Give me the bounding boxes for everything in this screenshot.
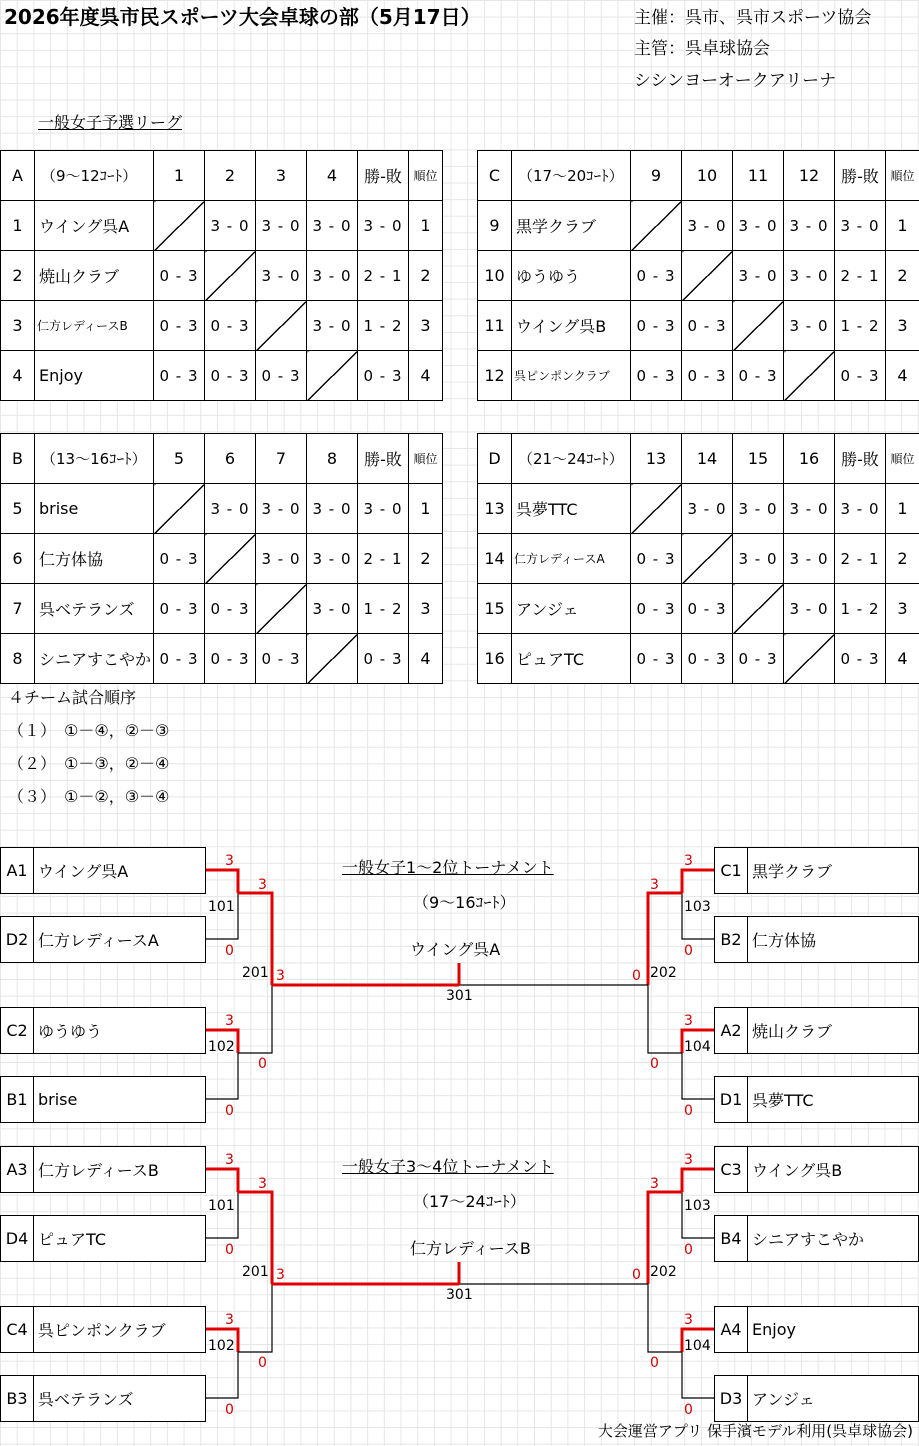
match-number: 301 [446,988,473,1004]
seed-label: A1 [1,848,34,893]
match-number: 202 [650,1264,677,1280]
seed-label: B2 [715,917,748,962]
league-team-no: 2 [1,251,35,301]
score-value: 0 [225,1402,234,1418]
league-team-name: 仁方体協 [35,534,154,584]
bracket-team-right [714,916,919,963]
match-order-title: ４チーム試合順序 [8,688,137,707]
league-score-cell: 3 - 0 [256,484,307,534]
league-team-name: ウイング呉B [512,301,631,351]
league-col-header: 1 [154,151,205,201]
league-score-cell: 3 - 0 [307,584,358,634]
seed-label: B4 [715,1216,748,1261]
league-score-cell: 3 - 0 [307,534,358,584]
league-score-cell: 0 - 3 [154,351,205,401]
seed-label: A2 [715,1008,748,1053]
league-team-name: アンジェ [512,584,631,634]
league-team-name: Enjoy [35,351,154,401]
league-win-loss: 2 - 1 [835,251,886,301]
league-team-no: 1 [1,201,35,251]
league-score-cell: 3 - 0 [205,201,256,251]
score-value: 0 [258,1056,267,1072]
team-name: ゆうゆう [38,1022,103,1041]
league-courts: （17～20ｺｰﾄ） [512,151,631,201]
league-col-header: 8 [307,434,358,484]
league-courts: （9～12ｺｰﾄ） [35,151,154,201]
league-score-cell: 3 - 0 [307,484,358,534]
team-name: シニアすこやか [752,1230,865,1249]
league-score-cell: 0 - 3 [154,534,205,584]
league-rank: 3 [409,584,443,634]
league-col-header: 10 [682,151,733,201]
score-value: 0 [225,1103,234,1119]
seed-label: C2 [1,1008,34,1053]
bracket-team-right [714,847,919,894]
manager-line: 主管：呉卓球協会 [634,39,770,59]
score-value: 3 [225,1312,234,1328]
score-value: 0 [632,1267,641,1283]
seed-label: D1 [715,1077,748,1122]
bracket-team-right [714,1375,919,1422]
match-number: 102 [208,1039,235,1055]
league-team-name: 仁方レディースA [512,534,631,584]
bracket-team-right [714,1215,919,1262]
league-score-cell: 0 - 3 [631,301,682,351]
bracket-team-right [714,1007,919,1054]
league-win-loss: 3 - 0 [358,484,409,534]
seed-label: B1 [1,1077,34,1122]
team-name: ウイング呉B [752,1161,843,1180]
league-score-cell: 3 - 0 [682,484,733,534]
league-team-no: 9 [478,201,512,251]
league-score-cell: 0 - 3 [682,301,733,351]
score-value: 0 [684,1103,693,1119]
league-team-name: 黒学クラブ [512,201,631,251]
league-score-cell: 3 - 0 [784,301,835,351]
match-number: 104 [684,1338,711,1354]
league-team-no: 5 [1,484,35,534]
team-name: 仁方レディースB [38,1161,159,1180]
league-label: A [1,151,35,201]
score-value: 3 [276,1267,285,1283]
seed-label: D4 [1,1216,34,1261]
bracket-team-left [0,847,206,894]
league-team-no: 15 [478,584,512,634]
league-score-cell: 3 - 0 [784,584,835,634]
league-score-cell: 0 - 3 [154,251,205,301]
league-col-header: 4 [307,151,358,201]
team-name: Enjoy [752,1320,796,1339]
league-rank-header: 順位 [886,434,919,484]
score-value: 3 [684,1013,693,1029]
league-score-cell: 0 - 3 [682,351,733,401]
league-col-header: 5 [154,434,205,484]
league-rank: 3 [409,301,443,351]
league-team-no: 6 [1,534,35,584]
team-name: アンジェ [752,1390,815,1409]
match-number: 101 [208,899,235,915]
bracket-line [682,1352,714,1398]
league-score-cell: 0 - 3 [256,634,307,684]
score-value: 3 [258,1176,267,1192]
score-value: 3 [276,968,285,984]
seed-label: C1 [715,848,748,893]
score-value: 3 [225,1152,234,1168]
score-value: 0 [632,968,641,984]
score-value: 0 [225,943,234,959]
score-value: 0 [225,1242,234,1258]
team-name: ピュアTC [38,1230,107,1249]
seed-label: A4 [715,1307,748,1352]
match-number: 301 [446,1287,473,1303]
match-number: 104 [684,1039,711,1055]
team-name: brise [38,1090,78,1109]
team-name: 呉ベテランズ [38,1390,134,1409]
league-team-name: brise [35,484,154,534]
seed-label: C3 [715,1147,748,1192]
match-order-round: （１） ①－④，②－③ [8,721,170,740]
league-win-loss: 2 - 1 [358,534,409,584]
league-score-cell: 0 - 3 [205,634,256,684]
bracket-line [648,1284,682,1352]
league-wl-header: 勝-敗 [835,434,886,484]
league-score-cell: 3 - 0 [256,534,307,584]
league-team-no: 13 [478,484,512,534]
bracket-line [648,985,682,1053]
league-team-no: 3 [1,301,35,351]
league-score-cell: 3 - 0 [307,251,358,301]
league-win-loss: 3 - 0 [358,201,409,251]
score-value: 3 [650,877,659,893]
league-score-cell: 3 - 0 [733,201,784,251]
match-order-round: （３） ①－②，③－④ [8,787,170,806]
league-rank: 1 [409,201,443,251]
match-number: 201 [242,965,269,981]
score-value: 3 [650,1176,659,1192]
league-score-cell: 3 - 0 [784,201,835,251]
match-number: 101 [208,1198,235,1214]
league-team-no: 10 [478,251,512,301]
league-rank: 4 [409,634,443,684]
match-number: 103 [684,1198,711,1214]
league-score-cell: 0 - 3 [256,351,307,401]
league-team-name: 呉ベテランズ [35,584,154,634]
league-wl-header: 勝-敗 [358,151,409,201]
league-score-cell: 0 - 3 [631,634,682,684]
team-name: ウイング呉A [38,862,129,881]
win-line [682,1169,714,1192]
league-score-cell: 3 - 0 [307,301,358,351]
league-col-header: 9 [631,151,682,201]
league-col-header: 14 [682,434,733,484]
seed-label: C4 [1,1307,34,1352]
league-win-loss: 3 - 0 [835,201,886,251]
league-score-cell: 3 - 0 [784,251,835,301]
league-team-name: ゆうゆう [512,251,631,301]
league-score-cell: 0 - 3 [631,534,682,584]
league-team-no: 11 [478,301,512,351]
section-title: 一般女子予選リーグ [38,113,183,132]
score-value: 3 [258,877,267,893]
league-score-cell: 3 - 0 [733,251,784,301]
win-line [206,1169,238,1192]
league-rank: 1 [409,484,443,534]
league-rank-header: 順位 [409,151,443,201]
bracket-team-left [0,1076,206,1123]
league-rank: 3 [886,301,919,351]
score-value: 0 [650,1355,659,1371]
league-score-cell: 3 - 0 [256,201,307,251]
league-win-loss: 2 - 1 [358,251,409,301]
tournament-courts: （9～16ｺｰﾄ） [413,893,516,912]
seed-label: B3 [1,1376,34,1421]
league-score-cell: 3 - 0 [733,484,784,534]
league-score-cell: 0 - 3 [205,351,256,401]
league-score-cell: 0 - 3 [154,584,205,634]
bracket-team-left [0,1215,206,1262]
league-courts: （21～24ｺｰﾄ） [512,434,631,484]
league-score-cell: 0 - 3 [631,351,682,401]
league-col-header: 16 [784,434,835,484]
score-value: 0 [650,1056,659,1072]
league-team-no: 16 [478,634,512,684]
league-label: D [478,434,512,484]
score-value: 3 [684,1152,693,1168]
league-score-cell: 0 - 3 [631,584,682,634]
league-score-cell: 0 - 3 [682,634,733,684]
league-score-cell: 0 - 3 [205,301,256,351]
league-score-cell: 0 - 3 [682,584,733,634]
bracket-team-left [0,1375,206,1422]
seed-label: D2 [1,917,34,962]
league-win-loss: 0 - 3 [835,634,886,684]
score-value: 3 [684,853,693,869]
match-order-round: （２） ①－③，②－④ [8,754,170,773]
league-team-name: 呉夢TTC [512,484,631,534]
league-win-loss: 1 - 2 [835,584,886,634]
score-value: 0 [684,943,693,959]
league-win-loss: 3 - 0 [835,484,886,534]
league-rank: 4 [409,351,443,401]
team-name: 呉夢TTC [752,1091,814,1110]
league-score-cell: 0 - 3 [733,351,784,401]
league-team-name: ピュアTC [512,634,631,684]
league-team-name: ウイング呉A [35,201,154,251]
footer-credit: 大会運営アプリ 保手濱モデル利用(呉卓球協会) [597,1422,913,1440]
bracket-team-left [0,1146,206,1193]
bracket-team-left [0,1007,206,1054]
team-name: 仁方レディースA [38,931,159,950]
seed-label: A3 [1,1147,34,1192]
league-team-name: 仁方レディースB [35,301,154,351]
league-score-cell: 0 - 3 [205,584,256,634]
league-win-loss: 0 - 3 [358,634,409,684]
venue-line: シシンヨーオークアリーナ [634,71,837,91]
score-value: 0 [684,1402,693,1418]
page-title: 2026年度呉市民スポーツ大会卓球の部（5月17日） [4,5,481,29]
tournament-winner: 仁方レディースB [410,1239,531,1258]
league-col-header: 13 [631,434,682,484]
bracket-line [206,1053,238,1099]
bracket-team-left [0,1306,206,1353]
league-rank: 3 [886,584,919,634]
league-rank: 1 [886,201,919,251]
league-label: C [478,151,512,201]
league-score-cell: 0 - 3 [733,634,784,684]
match-number: 103 [684,899,711,915]
tournament-title: 一般女子3～4位トーナメント [342,1157,554,1176]
league-team-no: 14 [478,534,512,584]
team-name: 仁方体協 [752,931,817,950]
tournament-winner: ウイング呉A [410,940,501,959]
league-team-name: シニアすこやか [35,634,154,684]
match-number: 201 [242,1264,269,1280]
league-courts: （13～16ｺｰﾄ） [35,434,154,484]
league-score-cell: 3 - 0 [784,484,835,534]
match-number: 202 [650,965,677,981]
score-value: 0 [684,1242,693,1258]
score-value: 0 [258,1355,267,1371]
bracket-team-left [0,916,206,963]
tournament-courts: （17～24ｺｰﾄ） [413,1192,526,1211]
league-score-cell: 3 - 0 [733,534,784,584]
league-rank-header: 順位 [409,434,443,484]
league-col-header: 7 [256,434,307,484]
league-rank: 4 [886,634,919,684]
league-score-cell: 3 - 0 [784,534,835,584]
league-win-loss: 1 - 2 [358,301,409,351]
league-team-name: 焼山クラブ [35,251,154,301]
league-label: B [1,434,35,484]
team-name: 呉ピンポンクラブ [38,1321,166,1340]
win-line [682,870,714,893]
league-score-cell: 3 - 0 [682,201,733,251]
league-win-loss: 0 - 3 [358,351,409,401]
league-win-loss: 1 - 2 [358,584,409,634]
league-rank: 2 [409,534,443,584]
league-win-loss: 0 - 3 [835,351,886,401]
team-name: 焼山クラブ [752,1022,833,1041]
league-win-loss: 2 - 1 [835,534,886,584]
league-rank: 2 [886,534,919,584]
bracket-line [682,1053,714,1099]
league-score-cell: 3 - 0 [256,251,307,301]
league-team-no: 7 [1,584,35,634]
league-rank: 1 [886,484,919,534]
bracket-team-right [714,1076,919,1123]
bracket-line [206,1352,238,1398]
league-team-name: 呉ピンポンクラブ [512,351,631,401]
league-rank-header: 順位 [886,151,919,201]
league-col-header: 15 [733,434,784,484]
league-wl-header: 勝-敗 [358,434,409,484]
league-score-cell: 0 - 3 [154,634,205,684]
match-number: 102 [208,1338,235,1354]
seed-label: D3 [715,1376,748,1421]
score-value: 3 [225,1013,234,1029]
league-wl-header: 勝-敗 [835,151,886,201]
league-col-header: 2 [205,151,256,201]
league-col-header: 11 [733,151,784,201]
league-col-header: 12 [784,151,835,201]
tournament-title: 一般女子1～2位トーナメント [342,858,554,877]
win-line [206,870,238,893]
organizer-line: 主催：呉市、呉市スポーツ協会 [634,8,872,28]
league-score-cell: 0 - 3 [631,251,682,301]
bracket-line [238,1284,272,1352]
league-team-no: 8 [1,634,35,684]
bracket-team-right [714,1146,919,1193]
league-team-no: 4 [1,351,35,401]
bracket-team-right [714,1306,919,1353]
league-score-cell: 3 - 0 [205,484,256,534]
score-value: 3 [225,853,234,869]
league-score-cell: 0 - 3 [154,301,205,351]
league-rank: 2 [886,251,919,301]
league-win-loss: 1 - 2 [835,301,886,351]
league-rank: 4 [886,351,919,401]
league-col-header: 6 [205,434,256,484]
score-value: 3 [684,1312,693,1328]
league-score-cell: 3 - 0 [307,201,358,251]
bracket-line [238,985,272,1053]
league-rank: 2 [409,251,443,301]
league-col-header: 3 [256,151,307,201]
team-name: 黒学クラブ [752,862,833,881]
league-team-no: 12 [478,351,512,401]
